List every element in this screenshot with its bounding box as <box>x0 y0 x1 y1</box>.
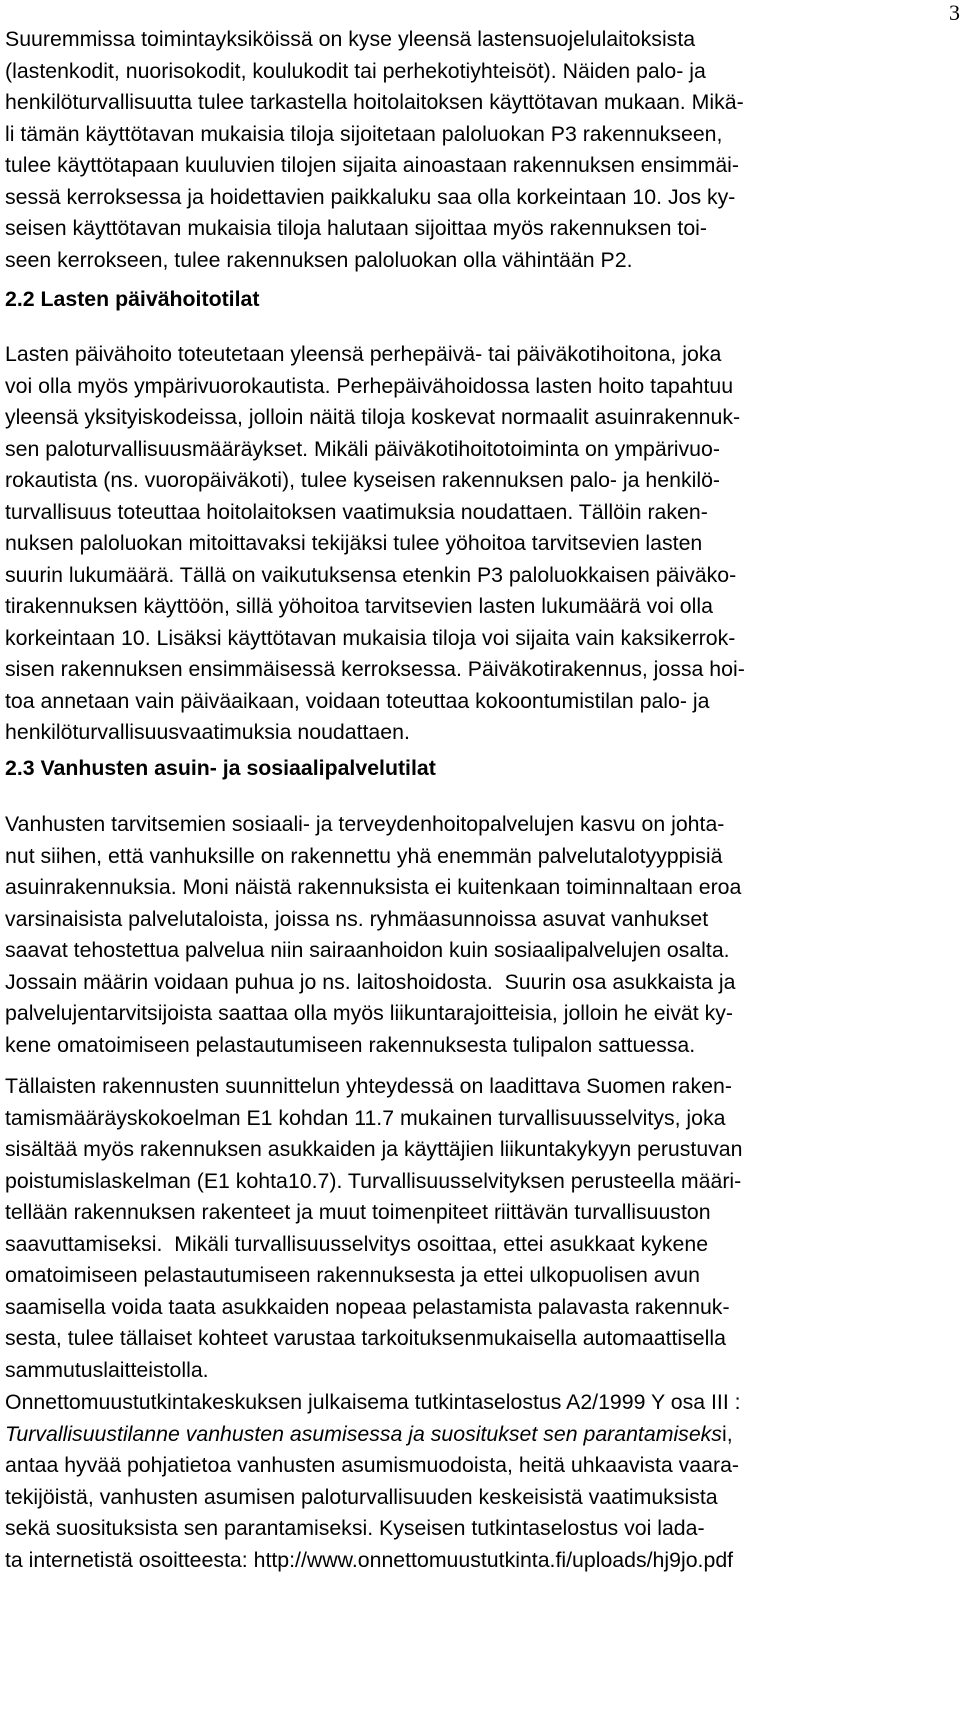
text-line: saamisella voida taata asukkaiden nopeaa pelastamista palavasta rakennuk- <box>5 1294 730 1319</box>
text-line: yleensä yksityiskodeissa, jolloin näitä tiloja koskevat normaalit asuinrakennuk- <box>5 405 741 429</box>
text-line: antaa hyvää pohjatietoa vanhusten asumismuodoista, heitä uhkaavista vaara- <box>5 1453 740 1477</box>
text-line: tamismääräyskokoelman E1 kohdan 11.7 mukainen turvallisuusselvitys, joka <box>5 1105 726 1130</box>
text-line: li tämän käyttötavan mukaisia tiloja sijoitetaan paloluokan P3 rakennukseen, <box>5 121 723 146</box>
text-line: henkilöturvallisuusvaatimuksia noudattaen. <box>5 720 410 744</box>
section-heading-2-2: 2.2 Lasten päivähoitotilat <box>5 287 260 311</box>
section-2-3-paragraph-2 <box>5 1071 955 1386</box>
section-2-3-paragraph-1 <box>5 809 955 1061</box>
text-line: asuinrakennuksia. Moni näistä rakennuksista ei kuitenkaan toiminnaltaan eroa <box>5 875 742 899</box>
text-line: sekä suosituksista sen parantamiseksi. Kyseisen tutkintaselostus voi lada- <box>5 1516 705 1540</box>
text-line: sammutuslaitteistolla. <box>5 1357 209 1382</box>
text-line: seen kerrokseen, tulee rakennuksen paloluokan olla vähintään P2. <box>5 247 633 272</box>
text-line: seisen käyttötavan mukaisia tiloja halutaan sijoittaa myös rakennuksen toi- <box>5 216 707 240</box>
text-line: saavuttamiseksi. Mikäli turvallisuusselvitys osoittaa, ettei asukkaat kykene <box>5 1231 709 1256</box>
text-line: Onnettomuustutkintakeskuksen julkaisema tutkintaselostus A2/1999 Y osa III : <box>5 1390 741 1414</box>
text-line: varsinaisista palvelutaloista, joissa ns. ryhmäasunnoissa asuvat vanhukset <box>5 906 709 931</box>
text-line: kene omatoimiseen pelastautumiseen rakennuksesta tulipalon sattuessa. <box>5 1032 696 1057</box>
text-line: nut siihen, että vanhuksille on rakennettu yhä enemmän palvelutalotyyppisiä <box>5 843 723 868</box>
text-line: tulee käyttötapaan kuuluvien tilojen sijaita ainoastaan rakennuksen ensimmäi- <box>5 153 740 177</box>
text-line: voi olla myös ympärivuorokautista. Perhepäivähoidossa lasten hoito tapahtuu <box>5 373 734 398</box>
text-line: omatoimiseen pelastautumiseen rakennuksesta ja ettei ulkopuolisen avun <box>5 1263 700 1287</box>
text-line: turvallisuus toteuttaa hoitolaitoksen vaatimuksia noudattaen. Tällöin raken- <box>5 499 708 524</box>
page-number: 3 <box>949 0 960 25</box>
text-line: nuksen paloluokan mitoittavaksi tekijäksi tulee yöhoitoa tarvitsevien lasten <box>5 531 703 555</box>
text-line: ta internetistä osoitteesta: http://www.onnettomuustutkinta.fi/uploads/hj9jo.pdf <box>5 1547 734 1572</box>
text-line: sesta, tulee tällaiset kohteet varustaa tarkoituksenmukaisella automaattisella <box>5 1326 726 1350</box>
text-line: Suuremmissa toimintayksiköissä on kyse yleensä lastensuojelulaitoksista <box>5 27 696 51</box>
text-line: (lastenkodit, nuorisokodit, koulukodit tai perhekotiyhteisöt). Näiden palo- ja <box>5 58 706 83</box>
text-line: Tällaisten rakennusten suunnittelun yhteydessä on laadittava Suomen raken- <box>5 1074 732 1098</box>
text-line: suurin lukumäärä. Tällä on vaikutuksensa etenkin P3 paloluokkaisen päiväko- <box>5 562 737 587</box>
text-line: tekijöistä, vanhusten asumisen paloturvallisuuden keskeisistä vaatimuksista <box>5 1484 718 1509</box>
text-line: rokautista (ns. vuoropäiväkoti), tulee kyseisen rakennuksen palo- ja henkilö- <box>5 468 721 492</box>
section-2-3-paragraph-3 <box>5 1387 955 1576</box>
text-line: palvelujentarvitsijoista saattaa olla myös liikuntarajoitteisia, jolloin he eivät ky- <box>5 1001 733 1025</box>
text-line: tellään rakennuksen rakenteet ja muut toimenpiteet riittävän turvallisuuston <box>5 1200 711 1224</box>
text-line: sessä kerroksessa ja hoidettavien paikkaluku saa olla korkeintaan 10. Jos ky- <box>5 184 736 209</box>
section-2-2-paragraph <box>5 339 955 749</box>
text-line: Lasten päivähoito toteutetaan yleensä perhepäivä- tai päiväkotihoitona, joka <box>5 342 722 366</box>
text-line: korkeintaan 10. Lisäksi käyttötavan mukaisia tiloja voi sijaita vain kaksikerrok- <box>5 625 736 650</box>
section-heading-2-3: 2.3 Vanhusten asuin- ja sosiaalipalvelutilat <box>5 756 436 780</box>
text-line: tirakennuksen käyttöön, sillä yöhoitoa tarvitsevien lasten lukumäärä voi olla <box>5 594 713 618</box>
text-line: Jossain määrin voidaan puhua jo ns. laitoshoidosta. Suurin osa asukkaista ja <box>5 969 736 994</box>
text-line: saavat tehostettua palvelua niin sairaanhoidon kuin sosiaalipalvelujen osalta. <box>5 938 730 962</box>
text-line: toa annetaan vain päiväaikaan, voidaan toteuttaa kokoontumistilan palo- ja <box>5 688 710 713</box>
text-fragment: i, <box>721 1421 733 1446</box>
publication-title: Turvallisuustilanne vanhusten asumisessa ja suositukset sen parantamiseks <box>5 1421 722 1446</box>
text-line: Vanhusten tarvitsemien sosiaali- ja terveydenhoitopalvelujen kasvu on johta- <box>5 812 725 836</box>
text-line: henkilöturvallisuutta tulee tarkastella hoitolaitoksen käyttötavan mukaan. Mikä- <box>5 90 744 114</box>
text-line: sen paloturvallisuusmääräykset. Mikäli päiväkotihoitotoiminta on ympärivuo- <box>5 436 720 461</box>
intro-paragraph <box>5 24 955 276</box>
text-line: poistumislaskelman (E1 kohta10.7). Turvallisuusselvityksen perusteella määri- <box>5 1168 742 1193</box>
text-line: sisältää myös rakennuksen asukkaiden ja käyttäjien liikuntakykyyn perustuvan <box>5 1137 743 1161</box>
text-line <box>5 1419 955 1451</box>
text-line: sisen rakennuksen ensimmäisessä kerroksessa. Päiväkotirakennus, jossa hoi- <box>5 657 745 681</box>
